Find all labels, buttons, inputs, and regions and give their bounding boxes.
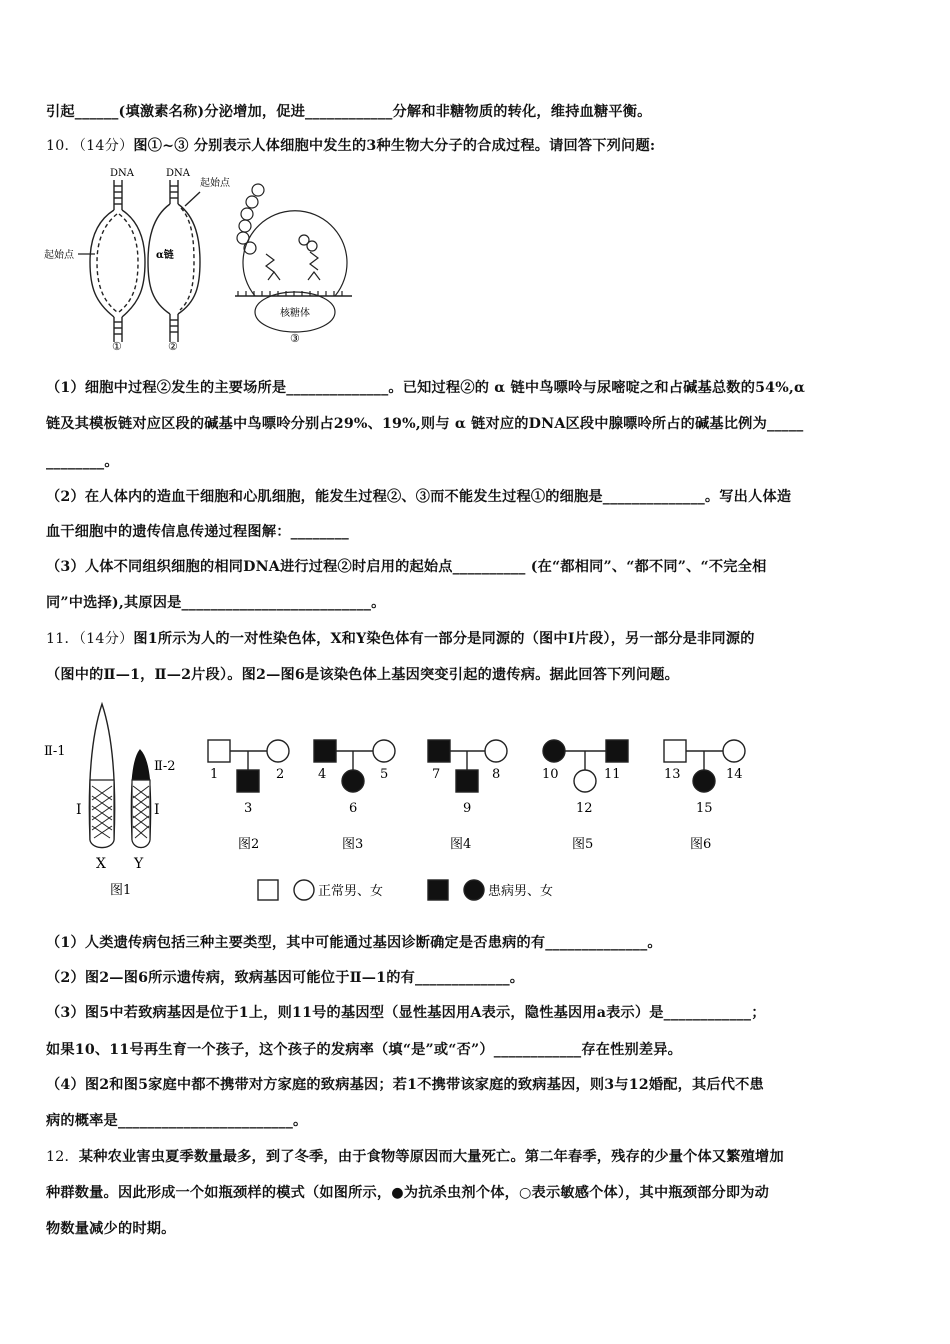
fig11-caption-fig6: 图6	[690, 837, 712, 852]
fig11-n15: 15	[696, 801, 713, 816]
fig11-caption-fig4: 图4	[450, 837, 472, 852]
fig11-x-chromosome	[89, 704, 114, 848]
fig11-n3: 3	[244, 801, 253, 816]
fig11-legend-normal: 正常男、女	[318, 884, 384, 899]
fig11-label-y: Y	[134, 856, 144, 872]
fig11-n6: 6	[349, 801, 358, 816]
question-12-text-b: 种群数量。因此形成一个如瓶颈样的模式（如图所示，●为抗杀虫剂个体，○表示敏感个体），其中瓶颈部分即为动	[46, 1185, 770, 1201]
question-11-text-b: （图中的Ⅱ—1，Ⅱ—2片段）。图2—图6是该染色体上基因突变引起的遗传病。据此回答下列问题。	[46, 667, 680, 683]
text-line-1: 引起______(填激素名称)分泌增加，促进____________分解和非糖物质的转化，维持血糖平衡。	[46, 104, 652, 120]
q10-part3-line-b: 同”中选择),其原因是__________________________。	[46, 595, 386, 611]
fig10-origin-label-right: 起始点	[200, 178, 230, 189]
fig11-n5: 5	[380, 767, 389, 782]
fig11-pedigree-6	[664, 740, 745, 792]
fig11-label-ii2: Ⅱ-2	[154, 759, 176, 774]
fig10-diagram-2-transcription	[148, 180, 200, 342]
fig11-pedigree-4	[428, 740, 507, 792]
q11-part3-line-b: 如果10、11号再生育一个孩子，这个孩子的发病率（填“是”或“否”）____________存在性别差异。	[46, 1042, 683, 1058]
question-12-stem	[46, 1147, 910, 1167]
fig11-n11: 11	[604, 767, 621, 782]
fig11-n2: 2	[276, 767, 285, 782]
q11-part4-line-a: （4）图2和图5家庭中都不携带对方家庭的致病基因；若1不携带该家庭的致病基因，则3与12婚配，其后代不患	[46, 1077, 764, 1093]
fig10-circle-3: ③	[290, 332, 300, 345]
q10-part1-line-c: ________。	[46, 454, 119, 470]
fig11-n14: 14	[726, 767, 743, 782]
fig11-n8: 8	[492, 767, 501, 782]
fig10-origin-label-left: 起始点	[44, 250, 74, 261]
question-12-text-a: 某种农业害虫夏季数量最多，到了冬季，由于食物等原因而大量死亡。第二年春季，残存的少量个体又繁殖增加	[78, 1149, 784, 1165]
fig11-caption-fig2: 图2	[238, 837, 260, 852]
fig11-pedigree-2	[208, 740, 289, 792]
figure-10-synthesis	[40, 162, 360, 352]
q10-part1-line-b: 链及其模板链对应区段的碱基中鸟嘌呤分别占29%、19%,则与 α 链对应的DNA区段中腺嘌呤所占的碱基比例为_____	[46, 416, 804, 432]
q10-part2-line-a: （2）在人体内的造血干细胞和心肌细胞，能发生过程②、③而不能发生过程①的细胞是______________。写出人体造	[46, 489, 792, 505]
fig11-label-ii1: Ⅱ-1	[44, 744, 66, 759]
question-12-text-c: 物数量减少的时期。	[46, 1221, 176, 1237]
fig11-n9: 9	[463, 801, 472, 816]
fig11-label-i-right: Ⅰ	[154, 802, 160, 818]
fig11-legend-affected: 患病男、女	[488, 884, 554, 899]
question-10-number: 10．（14分）	[46, 138, 134, 154]
question-12-number: 12．	[46, 1149, 79, 1165]
fig11-n12: 12	[576, 801, 593, 816]
fig10-diagram-1-replication	[90, 180, 145, 342]
fig10-dna-label-2: DNA	[166, 168, 190, 179]
fig10-circle-2: ②	[168, 340, 178, 352]
fig11-y-chromosome	[131, 750, 150, 848]
q10-part3-line-a: （3）人体不同组织细胞的相同DNA进行过程②时启用的起始点__________ (在“都相同”、“都不同”、“不完全相	[46, 559, 767, 575]
q11-part1: （1）人类遗传病包括三种主要类型，其中可能通过基因诊断确定是否患病的有______________。	[46, 935, 662, 951]
q11-part4-line-b: 病的概率是________________________。	[46, 1113, 308, 1129]
question-10-text: 图①~③ 分别表示人体细胞中发生的3种生物大分子的合成过程。请回答下列问题:	[133, 138, 656, 154]
fig11-n10: 10	[542, 767, 559, 782]
fig11-n13: 13	[664, 767, 681, 782]
fig11-n7: 7	[432, 767, 441, 782]
q10-part1-line-a: （1）细胞中过程②发生的主要场所是______________。已知过程②的 α 链中鸟嘌呤与尿嘧啶之和占碱基总数的54%,α	[46, 380, 806, 396]
question-11-number: 11．（14分）	[46, 631, 134, 647]
question-11-stem	[46, 629, 910, 649]
question-10-stem	[46, 136, 910, 156]
fig10-ribosome-label: 核糖体	[280, 308, 310, 319]
question-11-text-a: 图1所示为人的一对性染色体，X和Y染色体有一部分是同源的（图中Ⅰ片段），另一部分是非同源的	[133, 631, 755, 647]
figure-11-pedigrees	[40, 700, 770, 915]
fig11-pedigree-3	[314, 740, 395, 792]
fig11-label-i-left: Ⅰ	[76, 802, 82, 818]
q11-part3-line-a: （3）图5中若致病基因是位于1上，则11号的基因型（显性基因用A表示，隐性基因用a表示）是____________；	[46, 1005, 766, 1021]
q10-part2-line-b: 血干细胞中的遗传信息传递过程图解：________	[46, 524, 349, 540]
fig10-alpha-chain-label: α链	[156, 250, 174, 261]
fig10-dna-label-1: DNA	[110, 168, 134, 179]
q11-part2: （2）图2—图6所示遗传病，致病基因可能位于Ⅱ—1的有_____________。	[46, 970, 525, 986]
fig10-circle-1: ①	[112, 340, 122, 352]
fig11-n4: 4	[318, 767, 327, 782]
fig11-pedigree-5	[543, 740, 628, 792]
fig11-n1: 1	[210, 767, 219, 782]
fig11-label-x: X	[96, 856, 106, 872]
fig11-caption-fig1: 图1	[110, 883, 132, 898]
fig11-caption-fig3: 图3	[342, 837, 364, 852]
fig11-caption-fig5: 图5	[572, 837, 594, 852]
